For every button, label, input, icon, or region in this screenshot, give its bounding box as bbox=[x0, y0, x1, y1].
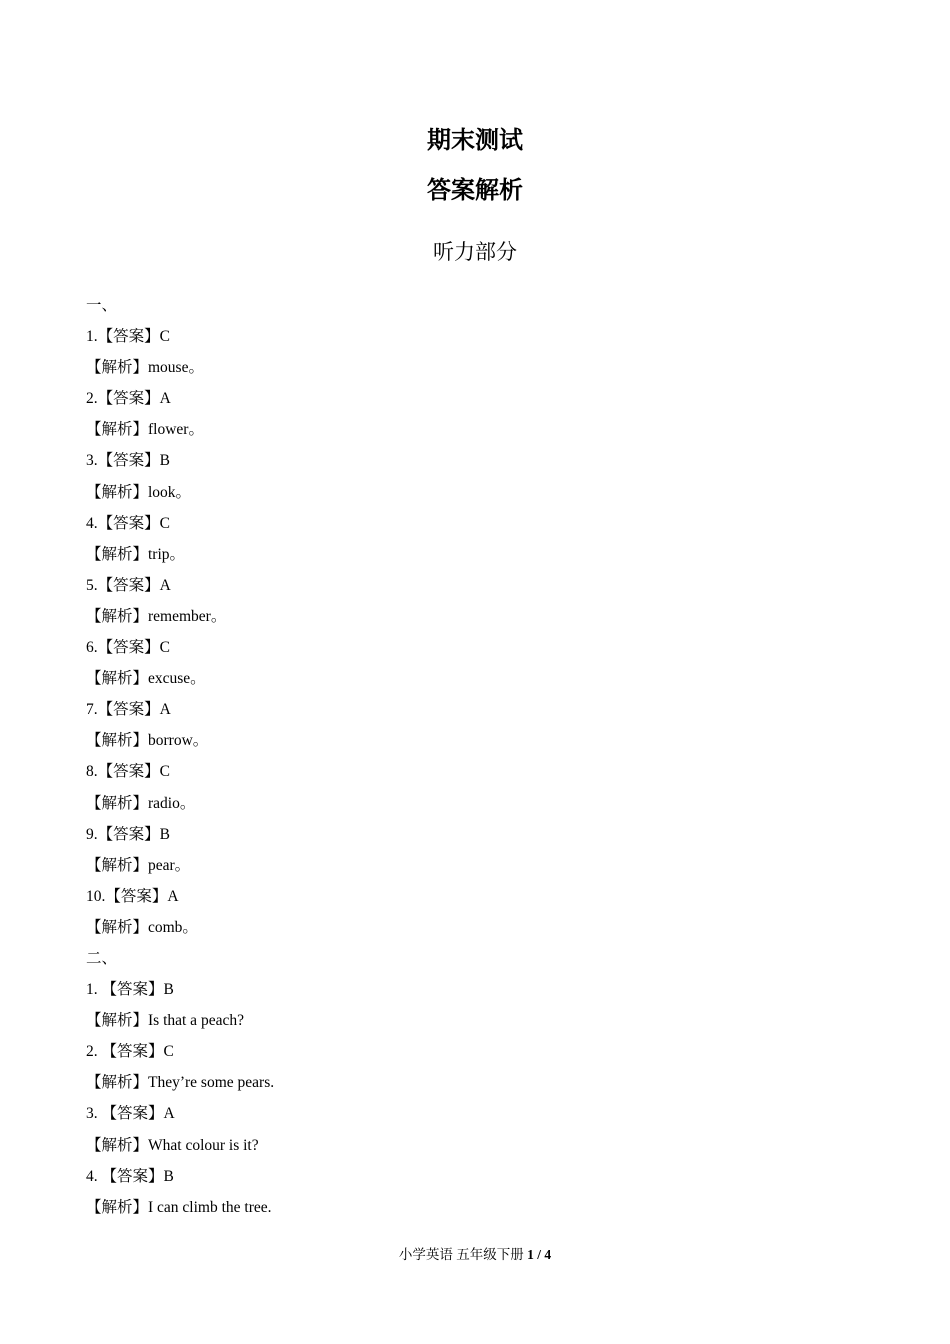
analysis-line: 【解析】pear。 bbox=[86, 856, 191, 874]
answer-line: 7.【答案】A bbox=[86, 701, 171, 719]
analysis-line: 【解析】radio。 bbox=[86, 794, 196, 812]
answer-line: 6.【答案】C bbox=[86, 639, 170, 657]
analysis-line: 【解析】mouse。 bbox=[86, 359, 204, 377]
part-heading: 一、 bbox=[86, 297, 118, 314]
answer-line: 3.【答案】B bbox=[86, 452, 170, 470]
analysis-line: 【解析】borrow。 bbox=[86, 732, 209, 750]
analysis-line: 【解析】look。 bbox=[86, 483, 192, 501]
analysis-line: 【解析】trip。 bbox=[86, 545, 186, 563]
analysis-line: 【解析】I can climb the tree. bbox=[86, 1198, 272, 1216]
answer-line: 2.【答案】A bbox=[86, 390, 171, 408]
answer-line: 10.【答案】A bbox=[86, 887, 179, 905]
answer-line: 4.【答案】C bbox=[86, 514, 170, 532]
page-number: 1 / 4 bbox=[527, 1247, 552, 1262]
answer-line: 2. 【答案】C bbox=[86, 1043, 174, 1061]
footer-text: 小学英语 五年级下册 bbox=[398, 1247, 528, 1262]
page-title: 期末测试 bbox=[427, 126, 523, 154]
answer-line: 8.【答案】C bbox=[86, 763, 170, 781]
analysis-line: 【解析】They’re some pears. bbox=[86, 1074, 275, 1092]
analysis-line: 【解析】remember。 bbox=[86, 607, 227, 625]
answer-line: 1. 【答案】B bbox=[86, 981, 174, 999]
section-title: 听力部分 bbox=[433, 240, 517, 264]
answer-content bbox=[86, 290, 866, 1223]
analysis-line: 【解析】flower。 bbox=[86, 421, 204, 439]
analysis-line: 【解析】Is that a peach? bbox=[86, 1012, 244, 1030]
answer-line: 5.【答案】A bbox=[86, 576, 171, 594]
page-subtitle: 答案解析 bbox=[427, 176, 523, 204]
analysis-line: 【解析】comb。 bbox=[86, 918, 198, 936]
page-footer bbox=[0, 1244, 950, 1266]
analysis-line: 【解析】What colour is it? bbox=[86, 1136, 259, 1154]
answer-line: 3. 【答案】A bbox=[86, 1105, 175, 1123]
analysis-line: 【解析】excuse。 bbox=[86, 670, 206, 688]
answer-line: 9.【答案】B bbox=[86, 825, 170, 843]
answer-line: 1.【答案】C bbox=[86, 328, 170, 346]
answer-line: 4. 【答案】B bbox=[86, 1167, 174, 1185]
part-heading: 二、 bbox=[86, 949, 118, 967]
